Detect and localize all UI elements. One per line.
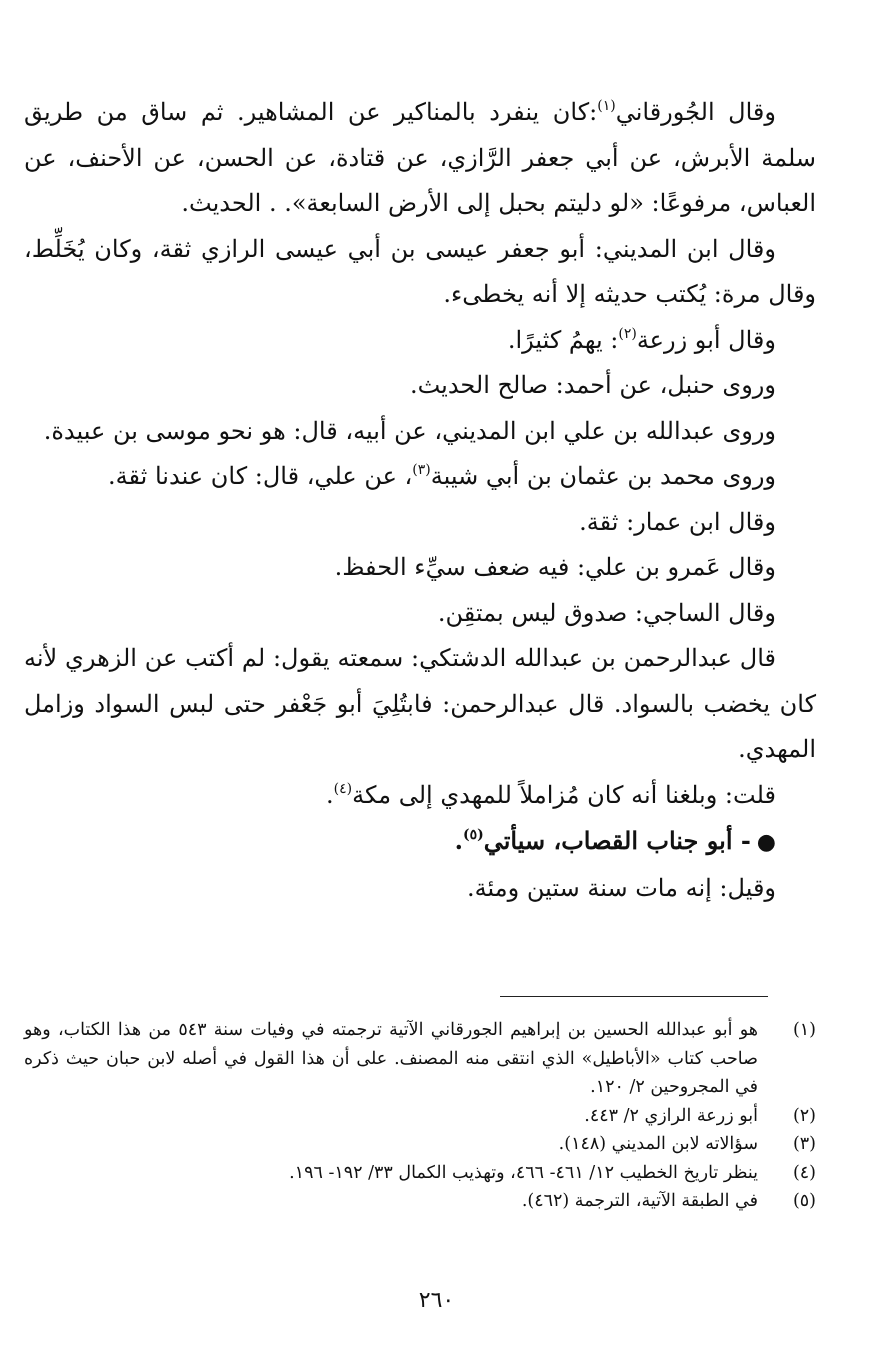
entry-heading — [24, 818, 816, 866]
paragraph: وقال ابن المديني: أبو جعفر عيسى بن أبي عيسى الرازي ثقة، وكان يُخَلِّط، وقال مرة: يُكتب حديثه إلا أنه يخطىء. — [24, 234, 816, 308]
page-number: ٢٦٠ — [418, 1288, 455, 1313]
main-text — [24, 90, 816, 911]
footnote-number: (٣) — [792, 1134, 816, 1154]
footnote-ref[interactable]: (٤) — [333, 780, 353, 797]
footnote-text: أبو زرعة الرازي ٢/ ٤٤٣. — [584, 1105, 758, 1126]
entry-heading-text: - أبو جناب القصاب، سيأتي — [483, 826, 751, 855]
paragraph-text: وقال أبو زرعة — [636, 325, 776, 354]
footnote-text: ينظر تاريخ الخطيب ١٢/ ٤٦١- ٤٦٦، وتهذيب الكمال ٣٣/ ١٩٢- ١٩٦. — [289, 1162, 758, 1183]
footnote-text: في الطبقة الآتية، الترجمة (٤٦٢). — [521, 1191, 758, 1211]
entry-heading-end: . — [454, 826, 463, 855]
paragraph — [24, 454, 816, 500]
footnote-ref[interactable]: (١) — [597, 98, 616, 114]
paragraph-text: ، عن علي، قال: كان عندنا ثقة. — [108, 462, 413, 490]
footnote-ref[interactable]: (٢) — [618, 325, 637, 342]
paragraph: وقال ابن عمار: ثقة. — [579, 507, 776, 536]
footnote-ref[interactable]: (٣) — [412, 462, 431, 478]
paragraph — [24, 90, 816, 227]
paragraph: وقال الساجي: صدوق ليس بمتقِن. — [437, 598, 776, 627]
footnote-text: سؤالاته لابن المديني (١٤٨). — [558, 1134, 758, 1154]
footnote — [24, 1187, 816, 1216]
bullet-icon: ● — [756, 829, 776, 855]
footnote-number: (١) — [792, 1020, 816, 1040]
paragraph-text: وقال الجُورقاني — [615, 98, 776, 126]
paragraph: وقال عَمرو بن علي: فيه ضعف سيِّء الحفظ. — [334, 553, 776, 581]
paragraph-text: قلت: وبلغنا أنه كان مُزاملاً للمهدي إلى مكة — [352, 780, 776, 809]
footnote — [24, 1159, 816, 1188]
footnote-number: (٥) — [792, 1191, 816, 1211]
footnote — [24, 1016, 816, 1102]
footnote-number: (٤) — [792, 1162, 816, 1183]
footnote — [24, 1102, 816, 1131]
paragraph: وقيل: إنه مات سنة ستين ومئة. — [467, 873, 776, 902]
footnote-divider — [500, 996, 768, 997]
footnotes — [24, 1016, 816, 1216]
paragraph: قال عبدالرحمن بن عبدالله الدشتكي: سمعته يقول: لم أكتب عن الزهري لأنه كان يخضب بالسواد. قال عبدالرحمن: فابتُلِيَ أبو جَعْفر حتى لبس السواد وزامل المهدي. — [24, 644, 816, 763]
paragraph — [24, 773, 816, 819]
paragraph-text: وروى محمد بن عثمان بن أبي شيبة — [430, 462, 776, 490]
footnote-text: هو أبو عبدالله الحسين بن إبراهيم الجورقاني الآتية ترجمته في وفيات سنة ٥٤٣ من هذا الكتاب، وهو صاحب كتاب «الأباطيل» الذي انتقى منه المصنف. على أن هذا القول في أصله لابن حبان حيث ذكره في المجروحين ٢/ ١٢٠. — [24, 1020, 758, 1097]
paragraph-text: : يهمُ كثيرًا. — [507, 325, 619, 354]
paragraph — [24, 318, 816, 364]
paragraph-text: :كان ينفرد بالمناكير عن المشاهير. ثم ساق من طريق سلمة الأبرش، عن أبي جعفر الرَّازي، عن قتادة، عن الحسن، عن الأحنف، عن العباس، مرفوعًا: «لو دليتم بحبل إلى الأرض السابعة». . الحديث. — [24, 98, 816, 217]
footnote-number: (٢) — [792, 1105, 816, 1126]
paragraph: وروى عبدالله بن علي ابن المديني، عن أبيه، قال: هو نحو موسى بن عبيدة. — [43, 416, 776, 445]
footnote-ref[interactable]: (٥) — [462, 827, 484, 843]
paragraph-text: . — [326, 780, 334, 809]
paragraph: وروى حنبل، عن أحمد: صالح الحديث. — [409, 371, 776, 399]
footnote — [24, 1130, 816, 1159]
